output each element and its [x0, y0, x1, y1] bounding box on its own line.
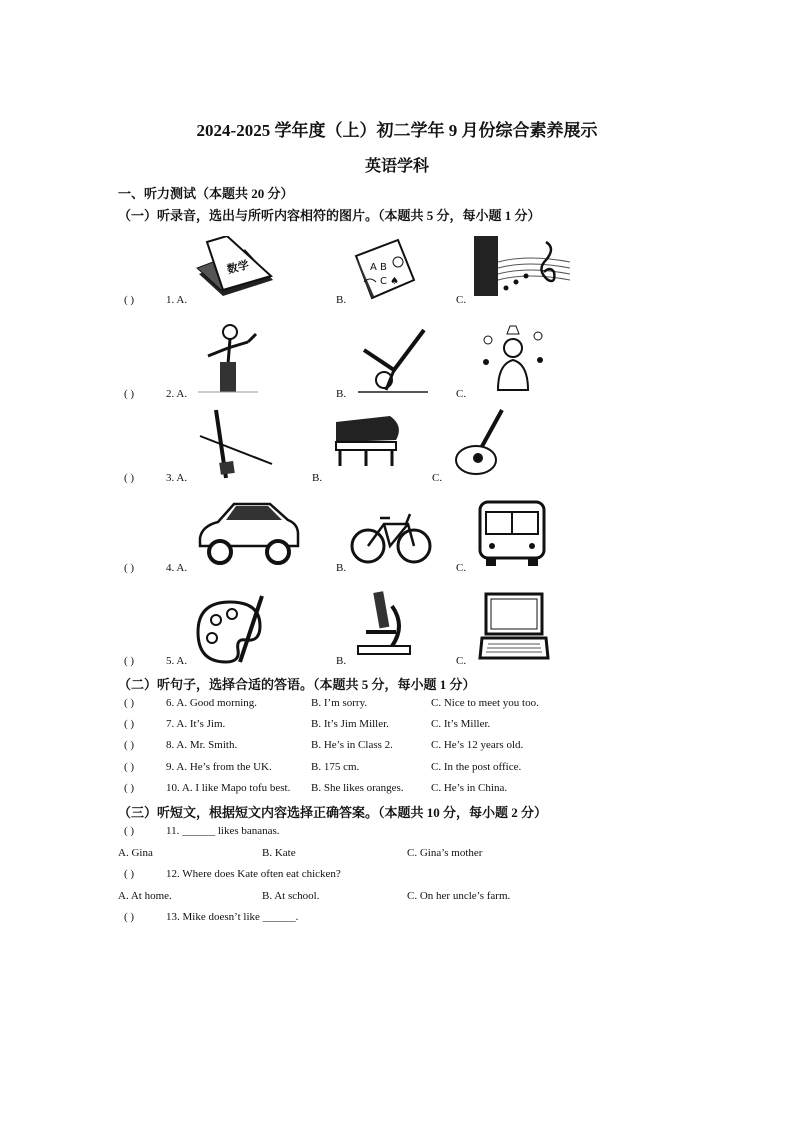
laptop-picture — [478, 590, 550, 662]
q8-option-c: C. He’s 12 years old. — [431, 739, 524, 751]
car-picture — [196, 494, 300, 566]
section1-heading: （一）听录音，选出与所听内容相符的图片。（本题共 5 分，每小题 1 分） — [118, 208, 541, 223]
q6-option-c: C. Nice to meet you too. — [431, 697, 539, 709]
q8-paren: ( ) — [124, 739, 135, 751]
q3-option-c: C. — [432, 472, 443, 484]
q7-option-c: C. It’s Miller. — [431, 718, 491, 730]
part1-heading: 一、听力测试（本题共 20 分） — [118, 186, 294, 201]
q2-paren: ( ) — [124, 388, 135, 400]
q13-paren: ( ) — [124, 911, 135, 923]
q4-option-b: B. — [336, 562, 347, 574]
svg-text:C ♠: C ♠ — [380, 276, 400, 287]
q12-paren: ( ) — [124, 868, 135, 880]
bus-picture — [476, 498, 548, 568]
q6-option-a: 6. A. Good morning. — [166, 697, 258, 709]
bicycle-picture — [350, 508, 432, 566]
section3-heading: （三）听短文，根据短文内容选择正确答案。（本题共 10 分，每小题 2 分） — [118, 805, 548, 820]
music-book-picture — [472, 232, 572, 300]
q8-option-a: 8. A. Mr. Smith. — [166, 739, 238, 751]
q10-paren: ( ) — [124, 782, 135, 794]
q12-option-a: A. At home. — [118, 890, 172, 902]
q10-option-b: B. She likes oranges. — [311, 782, 404, 794]
q11-option-a: A. Gina — [118, 847, 153, 859]
q12-option-c: C. On her uncle’s farm. — [407, 890, 511, 902]
microscope-picture — [352, 588, 414, 656]
erhu-picture — [196, 406, 276, 482]
q5-option-b: B. — [336, 655, 347, 667]
q4-paren: ( ) — [124, 562, 135, 574]
q3-paren: ( ) — [124, 472, 135, 484]
q13-question: 13. Mike doesn’t like ______. — [166, 911, 299, 923]
q7-paren: ( ) — [124, 718, 135, 730]
exam-title: 2024-2025 学年度（上）初二学年 9 月份综合素养展示 — [196, 121, 598, 140]
q9-option-c: C. In the post office. — [431, 761, 522, 773]
book-label: 数学 — [225, 258, 251, 277]
q1-option-a: 1. A. — [166, 294, 188, 306]
q9-paren: ( ) — [124, 761, 135, 773]
alphabet-book-picture — [354, 238, 416, 300]
q1-option-b: B. — [336, 294, 347, 306]
q5-option-a: 5. A. — [166, 655, 188, 667]
q11-question: 11. ______ likes bananas. — [166, 825, 280, 837]
q2-option-a: 2. A. — [166, 388, 188, 400]
singer-picture — [194, 322, 264, 394]
q2-option-c: C. — [456, 388, 467, 400]
q4-option-a: 4. A. — [166, 562, 188, 574]
scientist-picture — [478, 320, 548, 392]
q2-option-b: B. — [336, 388, 347, 400]
subject-title: 英语学科 — [364, 158, 429, 175]
q9-option-a: 9. A. He’s from the UK. — [166, 761, 272, 773]
q11-paren: ( ) — [124, 825, 135, 837]
q7-option-b: B. It’s Jim Miller. — [311, 718, 389, 730]
q6-paren: ( ) — [124, 697, 135, 709]
q12-question: 12. Where does Kate often eat chicken? — [166, 868, 341, 880]
q5-option-c: C. — [456, 655, 467, 667]
q9-option-b: B. 175 cm. — [311, 761, 360, 773]
q12-option-b: B. At school. — [262, 890, 320, 902]
q11-option-b: B. Kate — [262, 847, 296, 859]
q1-paren: ( ) — [124, 294, 135, 306]
section2-heading: （二）听句子，选择合适的答语。（本题共 5 分，每小题 1 分） — [118, 677, 476, 692]
palette-picture — [194, 592, 270, 666]
q6-option-b: B. I’m sorry. — [311, 697, 368, 709]
q10-option-c: C. He’s in China. — [431, 782, 508, 794]
q3-option-a: 3. A. — [166, 472, 188, 484]
q4-option-c: C. — [456, 562, 467, 574]
guitar-picture — [452, 406, 516, 478]
dancer-picture — [354, 320, 434, 394]
q3-option-b: B. — [312, 472, 323, 484]
q1-option-c: C. — [456, 294, 467, 306]
q11-option-c: C. Gina’s mother — [407, 847, 483, 859]
q7-option-a: 7. A. It’s Jim. — [166, 718, 226, 730]
q8-option-b: B. He’s in Class 2. — [311, 739, 393, 751]
math-book-picture — [193, 236, 275, 298]
q5-paren: ( ) — [124, 655, 135, 667]
svg-text:A B: A B — [370, 262, 387, 273]
q10-option-a: 10. A. I like Mapo tofu best. — [166, 782, 291, 794]
piano-picture — [330, 412, 406, 468]
